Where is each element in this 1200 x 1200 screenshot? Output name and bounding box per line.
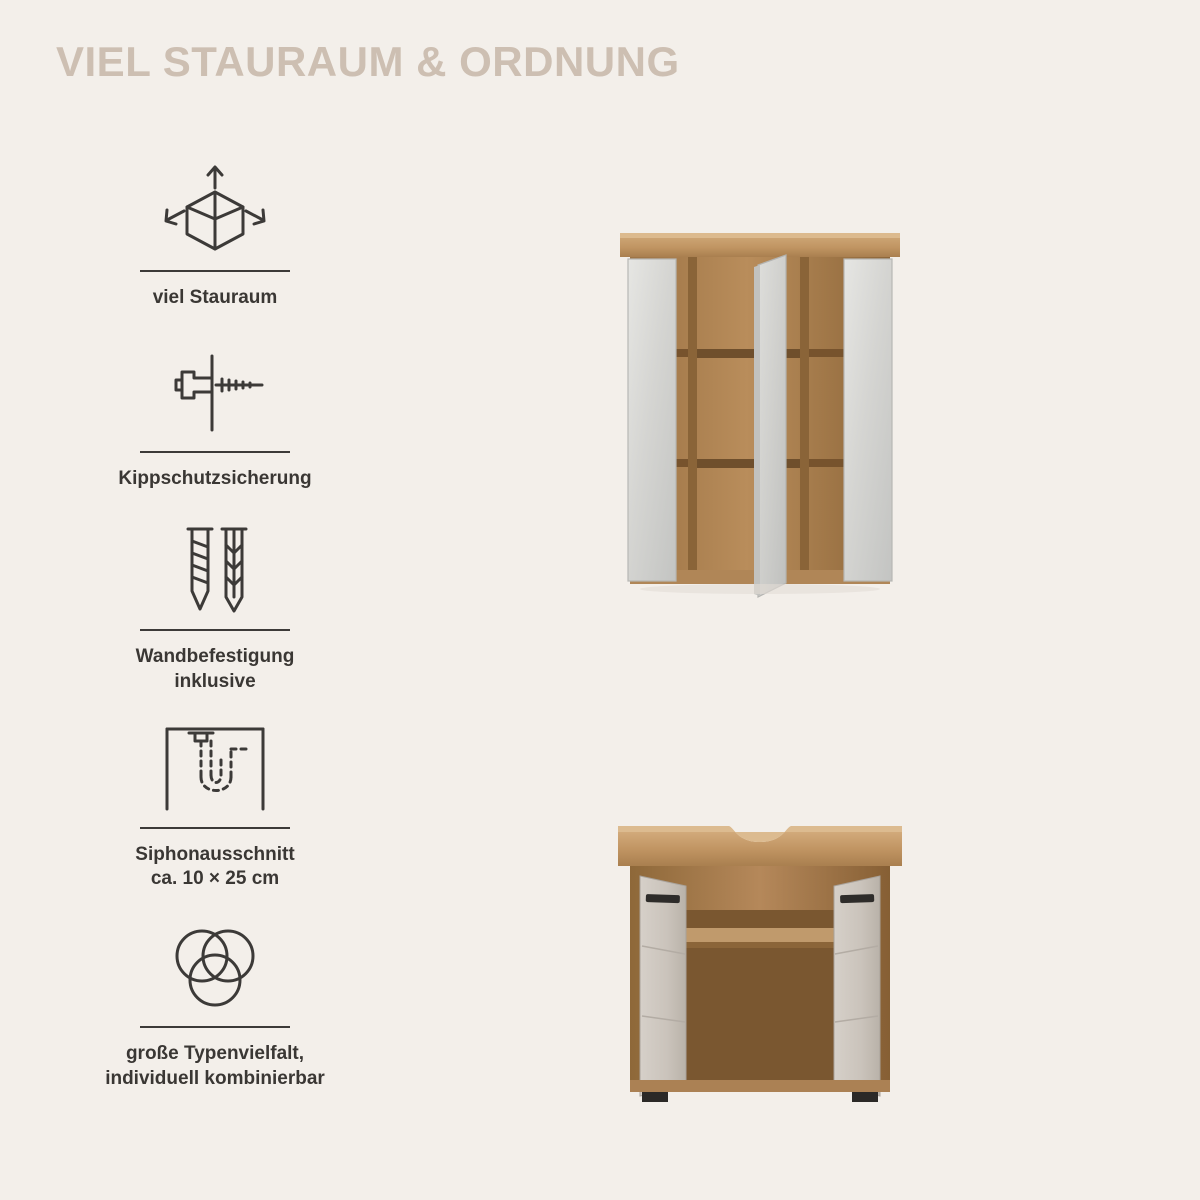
feature-label: Kippschutzsicherung bbox=[118, 467, 312, 489]
feature-sublabel: ca. 10 × 25 cm bbox=[150, 868, 280, 890]
product-image-mirror-cabinet bbox=[600, 225, 920, 600]
feature-list bbox=[40, 160, 390, 1102]
feature-item bbox=[40, 916, 390, 1091]
feature-divider bbox=[140, 270, 290, 272]
feature-item bbox=[40, 160, 390, 311]
feature-label: große Typenvielfalt, bbox=[125, 1043, 305, 1065]
feature-label: viel Stauraum bbox=[152, 287, 278, 308]
feature-label: Siphonausschnitt bbox=[135, 843, 295, 865]
feature-divider bbox=[140, 629, 290, 631]
siphon-cutout-icon bbox=[40, 717, 390, 821]
product-image-washbasin-cabinet bbox=[600, 810, 920, 1110]
feature-item bbox=[40, 341, 390, 492]
feature-sublabel: inklusive bbox=[174, 671, 256, 693]
feature-divider bbox=[140, 1026, 290, 1028]
storage-cube-arrows-icon bbox=[40, 160, 390, 264]
feature-divider bbox=[140, 451, 290, 453]
page-title: VIEL STAURAUM & ORDNUNG bbox=[56, 38, 680, 85]
feature-sublabel: individuell kombinierbar bbox=[105, 1067, 325, 1089]
feature-item bbox=[40, 717, 390, 892]
feature-item bbox=[40, 519, 390, 694]
feature-label: Wandbefestigung bbox=[135, 646, 295, 668]
three-circles-variety-icon bbox=[40, 916, 390, 1020]
screw-and-dowel-icon bbox=[40, 519, 390, 623]
anti-tip-bracket-icon bbox=[40, 341, 390, 445]
feature-divider bbox=[140, 827, 290, 829]
